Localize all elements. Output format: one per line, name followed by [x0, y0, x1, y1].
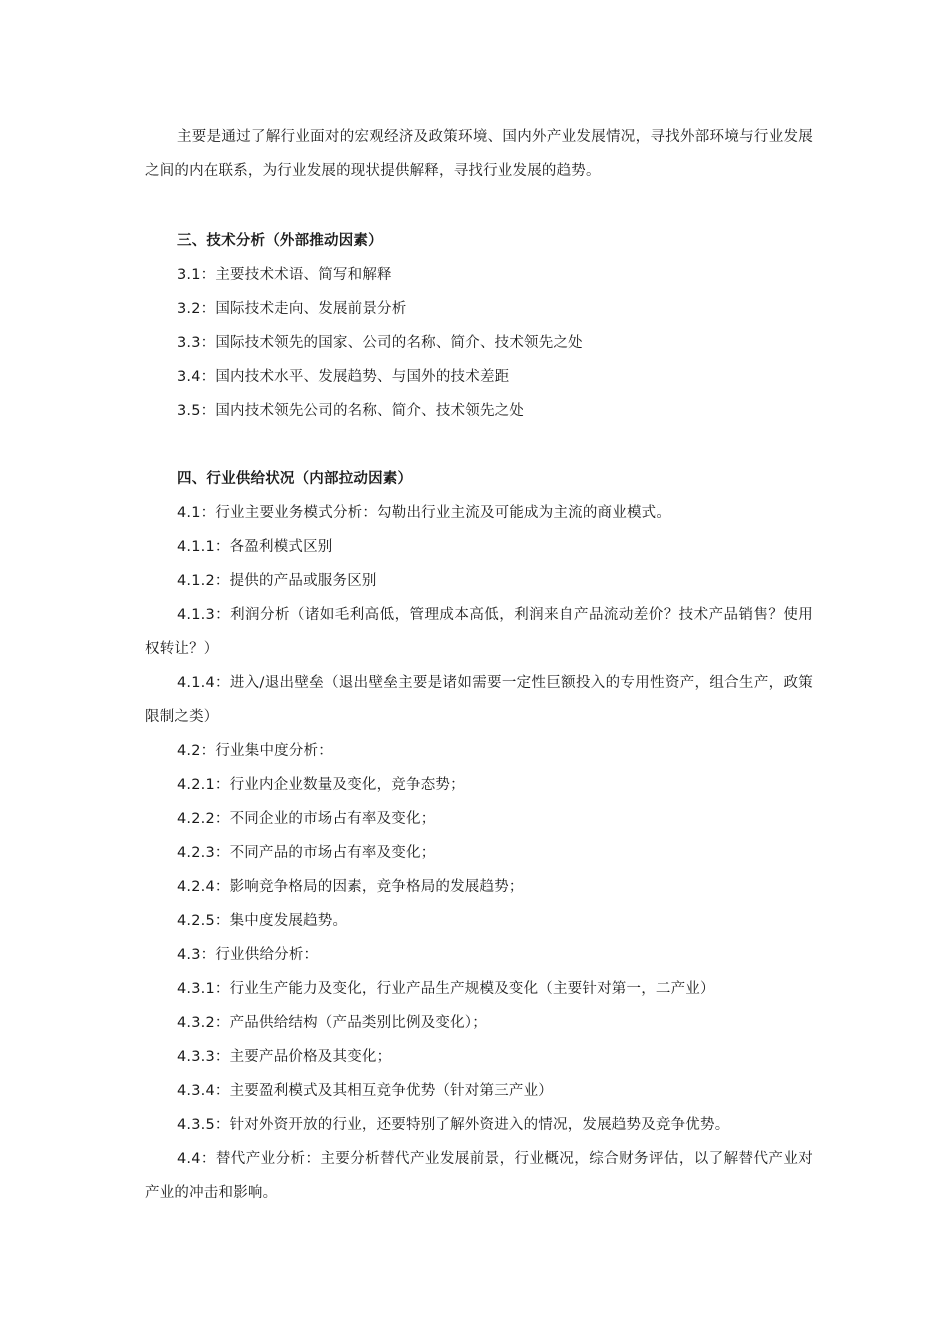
intro-paragraph: 主要是通过了解行业面对的宏观经济及政策环境、国内外产业发展情况，寻找外部环境与行业发展之间的内在联系，为行业发展的现状提供解释，寻找行业发展的趋势。 — [145, 129, 813, 179]
section-4-item: 4.2.4：影响竞争格局的因素，竞争格局的发展趋势； — [177, 879, 524, 895]
document-body — [145, 120, 813, 1210]
section-4-item: 4.1.1：各盈利模式区别 — [177, 539, 333, 555]
section-4-item: 4.4：替代产业分析：主要分析替代产业发展前景，行业概况，综合财务评估，以了解替代产业对产业的冲击和影响。 — [145, 1151, 813, 1201]
section-4-item: 4.3.2：产品供给结构（产品类别比例及变化）； — [177, 1015, 487, 1031]
section-4-item: 4.2.1：行业内企业数量及变化，竞争态势； — [177, 777, 465, 793]
section-4-item: 4.3.4：主要盈利模式及其相互竞争优势（针对第三产业） — [177, 1083, 553, 1099]
section-4-item: 4.3：行业供给分析： — [177, 947, 319, 963]
section-4-item: 4.1.4：进入/退出壁垒（退出壁垒主要是诸如需要一定性巨额投入的专用性资产，组合生产，政策限制之类） — [145, 675, 813, 725]
section-4-item: 4.2.5：集中度发展趋势。 — [177, 913, 348, 929]
section-4-item: 4.2.2：不同企业的市场占有率及变化； — [177, 811, 436, 827]
section-3-item: 3.5：国内技术领先公司的名称、简介、技术领先之处 — [177, 403, 525, 419]
section-3-item: 3.4：国内技术水平、发展趋势、与国外的技术差距 — [177, 369, 510, 385]
section-4-item: 4.2：行业集中度分析： — [177, 743, 333, 759]
section-4-item: 4.1.3：利润分析（诸如毛利高低，管理成本高低，利润来自产品流动差价？技术产品销售？使用权转让？） — [145, 607, 813, 657]
section-3-item: 3.2：国际技术走向、发展前景分析 — [177, 301, 407, 317]
section-4-item: 4.1.2：提供的产品或服务区别 — [177, 573, 377, 589]
section-4-item: 4.2.3：不同产品的市场占有率及变化； — [177, 845, 436, 861]
section-3-item: 3.1：主要技术术语、简写和解释 — [177, 267, 392, 283]
section-4-item: 4.3.3：主要产品价格及其变化； — [177, 1049, 392, 1065]
section-3-heading: 三、技术分析（外部推动因素） — [177, 233, 383, 249]
section-4-item: 4.3.1：行业生产能力及变化，行业产品生产规模及变化（主要针对第一，二产业） — [177, 981, 715, 997]
section-4-item: 4.1：行业主要业务模式分析：勾勒出行业主流及可能成为主流的商业模式。 — [177, 505, 672, 521]
section-4-item: 4.3.5：针对外资开放的行业，还要特别了解外资进入的情况，发展趋势及竞争优势。 — [177, 1117, 730, 1133]
section-4-heading: 四、行业供给状况（内部拉动因素） — [177, 471, 413, 487]
section-3-item: 3.3：国际技术领先的国家、公司的名称、简介、技术领先之处 — [177, 335, 583, 351]
